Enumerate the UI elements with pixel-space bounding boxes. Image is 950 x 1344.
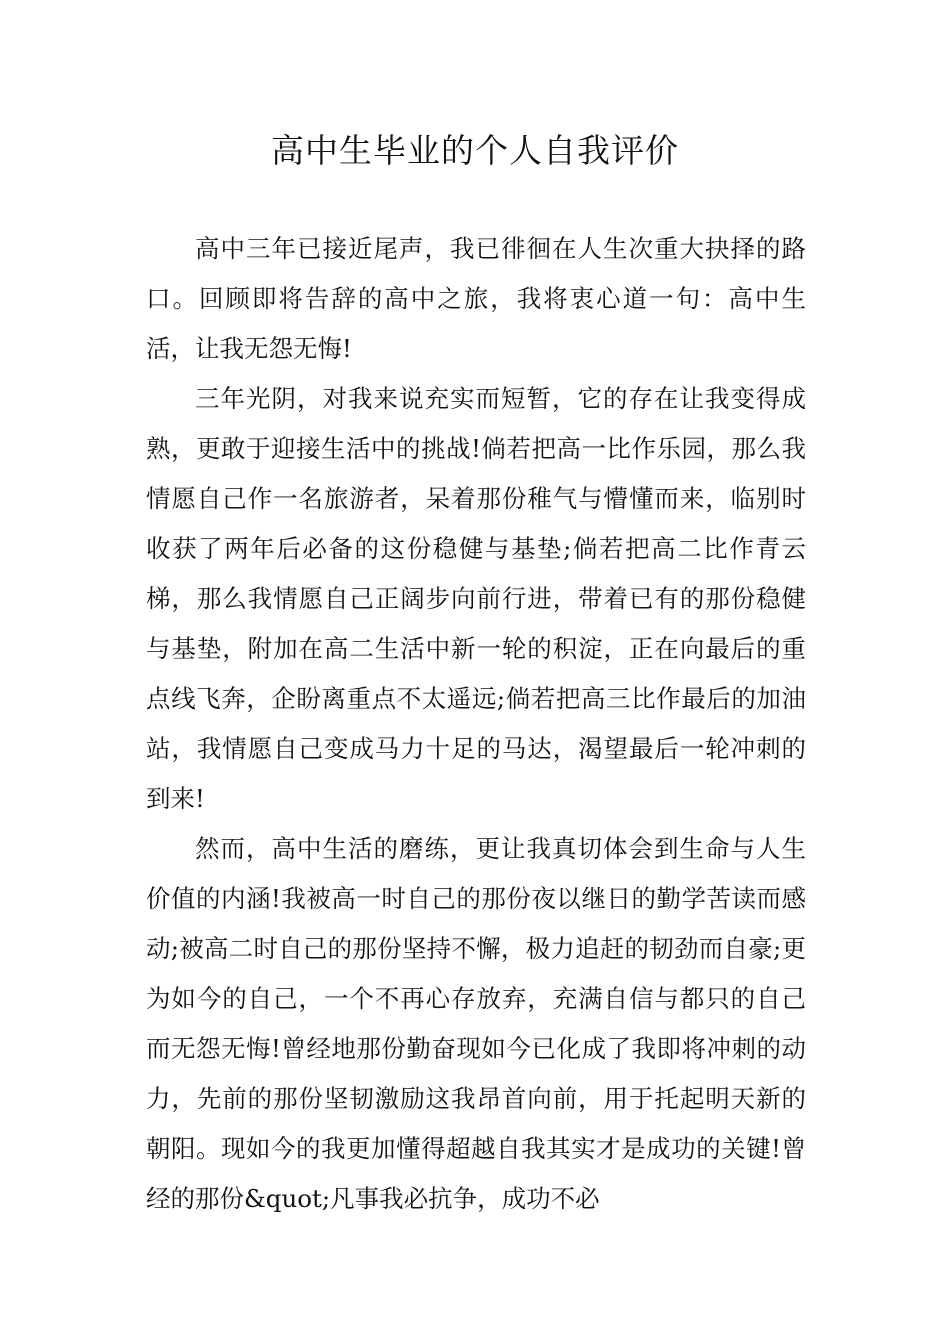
document-body: [146, 224, 806, 1224]
paragraph-3: 然而，高中生活的磨练，更让我真切体会到生命与人生价值的内涵!我被高一时自己的那份夜以继日的勤学苦读而感动;被高二时自己的那份坚持不懈，极力追赶的韧劲而自豪;更为如今的自己，一个不再心存放弃，充满自信与都只的自己而无怨无悔!曾经地那份勤奋现如今已化成了我即将冲刺的动力，先前的那份坚韧激励这我昂首向前，用于托起明天新的朝阳。现如今的我更加懂得超越自我其实才是成功的关键!曾经的那份&quot;凡事我必抗争，成功不必: [146, 834, 806, 1213]
document-title: 高中生毕业的个人自我评价: [271, 131, 679, 170]
paragraph-2: 三年光阴，对我来说充实而短暂，它的存在让我变得成熟，更敢于迎接生活中的挑战!倘若把高一比作乐园，那么我情愿自己作一名旅游者，呆着那份稚气与懵懂而来，临别时收获了两年后必备的这份稳健与基垫;倘若把高二比作青云梯，那么我情愿自己正阔步向前行进，带着已有的那份稳健与基垫，附加在高二生活中新一轮的积淀，正在向最后的重点线飞奔，企盼离重点不太遥远;倘若把高三比作最后的加油站，我情愿自己变成马力十足的马达，渴望最后一轮冲刺的到来!: [146, 384, 806, 813]
paragraph-1: 高中三年已接近尾声，我已徘徊在人生次重大抉择的路口。回顾即将告辞的高中之旅，我将衷心道一句：高中生活，让我无怨无悔!: [146, 234, 806, 363]
